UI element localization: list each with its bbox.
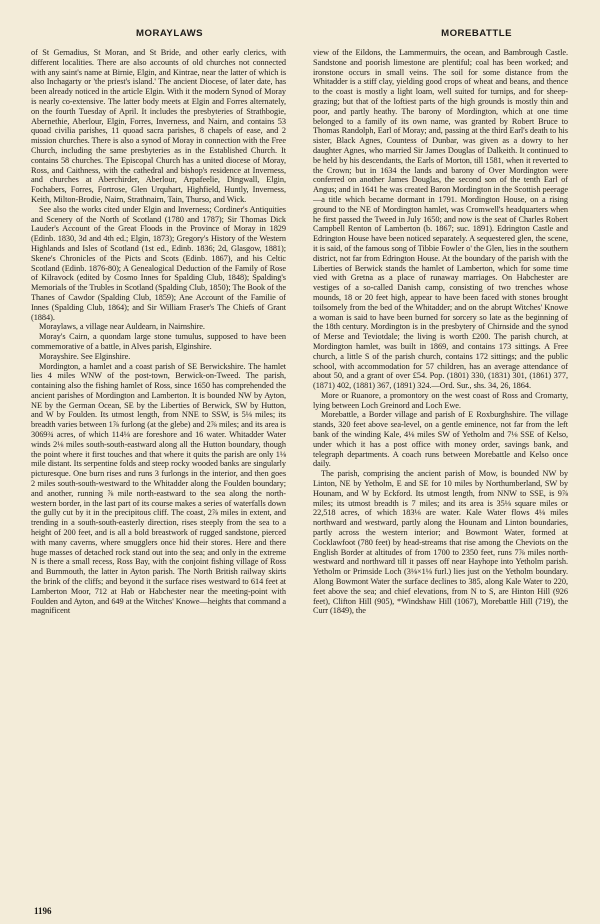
paragraph: of St Gernadius, St Moran, and St Bride, and other early clerics, with different localities. There are also accounts of old churches not connected with any saint's name at Birnie, Elgin, and Kintrae, near the latter of which is also Inchagarty or 'the priest's island.' The ancient Diocese, of later date, has been already noticed in the article Elgin. With it the modern Synod of Moray is nearly co-extensive. The latter body meets at Elgin and Forres alternately, on the fourth Tuesday of April. It includes the presbyteries of Strathbogie, Abernethie, Aberlour, Elgin, Forres, Inverness, and Nairn, and contains 53 quoad civilia parishes, 11 quoad sacra parishes, 8 chapels of ease, and 2 mission churches. There is also a synod of Moray in connection with the Free Church, including the same presbyteries as in the Established Church. It contains 58 churches. The Episcopal Church has a united diocese of Moray, Ross, and Caithness, with the cathedral and bishop's residence at Inverness, and churches at Aberchirder, Aberlour, Arpafeelie, Dingwall, Elgin, Fochabers, Forres, Fortrose, Glen Urquhart, Highfield, Huntly, Inverness, Keith, Milton-Brodie, Nairn, Strathnairn, Tain, Thurso, and Wick.: [31, 48, 286, 204]
entry-morays-cairn: Moray's Cairn, a quondam large stone tumulus, supposed to have been commemorative of a battle, in Alves parish, Elginshire.: [31, 332, 286, 351]
entry-morayshire: Morayshire. See Elginshire.: [39, 351, 131, 361]
header-left-term: MORAYLAWS: [136, 28, 204, 39]
paragraph: view of the Eildons, the Lammermuirs, the ocean, and Bambrough Castle. Sandstone and poorish limestone are plentiful; coal has been worked; and ironstone occurs in small veins. The soil for some distance from the Whitadder is a stiff clay, yielding good crops of wheat and beans, and thence to the coast is mostly a light loam, well suited for turnips, and for sheep-grazing; but that of the loftiest parts of the high grounds is mostly thin and poor, and partly heathy. The barony of Mordington, which at one time belonged to a family of its own name, was granted by Robert Bruce to Thomas Randolph, Earl of Moray; and, passing at the third Earl's death to his sister, Black Agnes, Countess of Dunbar, was given as a dowry to her daughter Agnes, who married Sir James Douglas of Dalkeith. It continued to be held by his descendants, the Earls of Morton, till 1581, when it reverted to the Crown; but in 1634 the lands and barony of Over Mordington were conferred on another James Douglas, the second son of the tenth Earl of Angus; and in 1641 he was created Baron Mordington in the Scottish peerage—a title which became dormant in 1791. Mordington House, on a rising ground to the NE of Mordington hamlet, was Cromwell's headquarters when he first passed the Tweed in July 1650; and now is the seat of Charles Robert Campbell Renton of Lamberton (b. 1867; suc. 1891). Edrington Castle and Edrington House have been noticed separately. A sequestered glen, the scene, it is said, of the famous song of Tibbie Fowler o' the Glen, lies in the southern district, not far from Edrington House. At the boundary of the parish with the Liberties of Berwick stands the hamlet of Lamberton, which for some time vied with Gretna as a place of runaway marriages. On Habchester are vestiges of a so-called Danish camp, consisting of two trenches whose mounds, 18 or 20 feet high, appear to have been faced with stones brought toilsomely from the bed of the Whitadder; and on the abrupt Witches' Knowe a woman is said to have been burned for sorcery so late as the beginning of the 18th century. Mordington is in the presbytery of Chirnside and the synod of Merse and Teviotdale; the living is worth £200. The parish church, at Mordington hamlet, was built in 1869, and contains 173 sittings. A Free church, a little S of the parish church, contains 172 sittings; and the public school, with accommodation for 57 children, has an average attendance of about 50, and a grant of over £54. Pop. (1801) 330, (1831) 301, (1861) 377, (1871) 402, (1881) 367, (1891) 324.—Ord. Sur., shs. 34, 26, 1864.: [313, 48, 568, 391]
right-text-column: [313, 48, 568, 890]
entry-morebattle: Morebattle, a Border village and parish of E Roxburghshire. The village stands, 320 feet above sea-level, on a gentle eminence, not far from the left bank of the winding Kale, 4⅛ miles SW of Yetholm and 7⅛ SSE of Kelso, under which it has a post office with money order, savings bank, and telegraph departments. A coach runs between Morebattle and Kelso once daily.: [313, 410, 568, 469]
left-text-column: [31, 48, 286, 890]
paragraph: See also the works cited under Elgin and Inverness; Cordiner's Antiquities and Scenery of the North of Scotland (1780 and 1787); Sir Thomas Dick Lauder's Account of the Great Floods in the Province of Moray in 1829 (Edinb. 1830, 3d and 4th ed.; Elgin, 1873); Gregory's History of the Western Highlands and Isles of Scotland (1st ed., Edinb. 1836; 2d, Glasgow, 1881); Skene's Chronicles of the Picts and Scots (Edinb. 1867), and his Celtic Scotland (Edinb. 1876-80); A Genealogical Deduction of the Family of Rose of Kilravock (edited by Cosmo Innes for Spalding Club, 1848); Spalding's Memorials of the Trubles in Scotland (Spalding Club, 1850); The Book of the Thanes of Cawdor (Spalding Club, 1859); Ane Account of the Familie of Innes (Spalding Club, 1864); and Sir William Fraser's The Chiefs of Grant (1884).: [31, 204, 286, 322]
entry-mordington: Mordington, a hamlet and a coast parish of SE Berwickshire. The hamlet lies 4 miles WNW of the post-town, Berwick-on-Tweed. The parish, containing also the fishing hamlet of Ross, since 1650 has comprehended the ancient parishes of Mordington and Lamberton. It is bounded NW by Ayton, NE by the German Ocean, SE by the Liberties of Berwick, SW by Hutton, and W by Foulden. Its utmost length, from NNE to SSW, is 5⅛ miles; its breadth varies between 1⅞ furlong (at the glebe) and 2⅞ miles; and its area is 3069¾ acres, of which 114⅛ are foreshore and 16 water. Whitadder Water winds 2⅛ miles south-south-eastward along all the Hutton boundary, though the point where it first touches and that where it quits the parish are only 1⅛ mile distant. Its serpentine folds and steep rocky wooded banks are singularly picturesque. One burn rises and runs 3 furlongs in the interior, and then goes 2 miles south-south-westward to the Whitadder along the Foulden boundary; and another, running ⅞ mile north-eastward to the sea along the north-western border, in the last part of its course makes a series of waterfalls down the gully cut by it in the precipitous cliff. The coast, 2⅞ miles in extent, and trending in a south-south-easterly direction, rises steeply from the sea to a height of 200 feet, and is all a bold breastwork of rugged sandstone, pierced with many caverns, where smugglers once hid their stores. Here and there huge masses of detached rock stand out into the sea; and only in the extreme N is there a small recess, Ross Bay, with the conjoint fishing village of Ross and Burnmouth, the latter in Ayton parish. The North British railway skirts the brink of the cliffs; and beyond it the surface rises westward to 614 feet at Lamberton Moor, 712 at Hab or Habchester near the meeting-point with Foulden and Ayton, and 649 at the Witches' Knowe—heights that command a magnificent: [31, 361, 286, 616]
header-right-term: MOREBATTLE: [441, 28, 512, 39]
running-header: [32, 28, 568, 42]
paragraph: The parish, comprising the ancient parish of Mow, is bounded NW by Linton, NE by Yetholm, E and SE for 10 miles by Northumberland, SW by Hounam, and W by Eckford. Its utmost length, from NNW to SSE, is 9⅞ miles; its utmost breadth is 7 miles; and its area is 35⅛ square miles or 22,518 acres, of which 183⅛ are water. Kale Water flows 4⅛ miles northward and westward, partly along the Hounam and Linton boundaries, partly across the western interior; and Bowmont Water, formed at Cocklawfoot (780 feet) by head-streams that rise among the Cheviots on the English Border at altitudes of from 1700 to 2350 feet, runs 7⅞ miles north-westward and northward till it passes off near Hayhope into Yetholm parish. Yetholm or Primside Loch (3⅛×1⅛ furl.) lies just on the Yetholm boundary. Along Bowmont Water the surface declines to 385, along Kale Water to 220, feet above the sea; and chief elevations, from N to S, are Hinton Hill (926 feet), Clifton Hill (905), *Windshaw Hill (1067), Morebattle Hill (719), the Curr (1849), the: [313, 469, 568, 616]
entry-more: More or Ruanore, a promontory on the west coast of Ross and Cromarty, lying between Loch Greinord and Loch Ewe.: [313, 390, 568, 410]
entry-moraylaws: Moraylaws, a village near Auldearn, in Nairnshire.: [39, 322, 205, 332]
page-number: 1196: [34, 906, 52, 916]
